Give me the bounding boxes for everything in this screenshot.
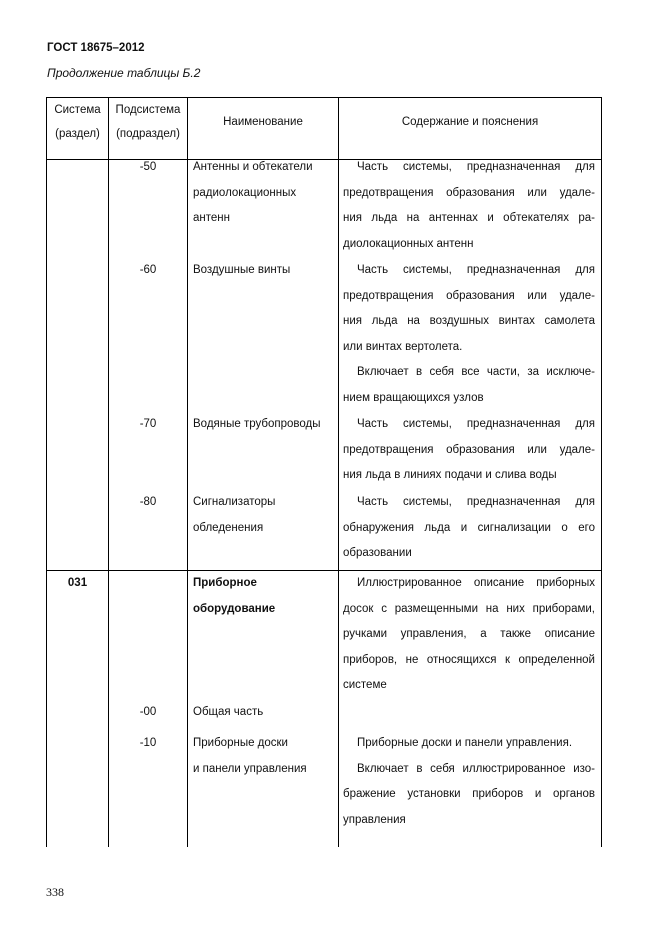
name-line: Приборные доски [193, 737, 288, 749]
item-name [193, 700, 335, 726]
header-subsystem-line2: (подраздел) [116, 128, 180, 140]
description-line: досок с размещенными на них приборами, [343, 602, 595, 615]
standard-code: ГОСТ 18675–2012 [47, 42, 145, 54]
header-name: Наименование [223, 116, 303, 128]
description-line: предотвращения образования или удале- [343, 186, 595, 199]
description-line: ния льда на воздушных винтах самолета [343, 315, 595, 328]
description-line: Иллюстрированное описание приборных [357, 577, 595, 589]
system-code: 031 [67, 577, 88, 589]
name-line: Воздушные винты [193, 264, 291, 276]
subsystem-code: -70 [139, 418, 157, 430]
description-line: Включает в себя все части, за исключе- [357, 366, 595, 379]
column-divider [338, 98, 339, 847]
description-line: ручками управления, а также описание [343, 628, 595, 641]
name-line: радиолокационных [193, 186, 297, 199]
description-line: Часть системы, предназначенная для [357, 496, 595, 508]
item-description [343, 412, 595, 489]
item-name [193, 731, 335, 782]
description-line: Часть системы, предназначенная для [357, 418, 595, 430]
data-table [46, 97, 602, 847]
item-description [343, 571, 595, 699]
description-line: управления [343, 813, 406, 826]
item-name [193, 412, 335, 438]
description-line: предотвращения образования или удале- [343, 443, 595, 456]
item-description [343, 155, 595, 257]
description-line: или винтах вертолета. [343, 340, 463, 353]
subsystem-code: -60 [139, 264, 157, 276]
subsystem-code: -00 [139, 706, 157, 718]
description-line: бражение установки приборов и органов [343, 788, 595, 801]
name-line: Общая часть [193, 706, 264, 718]
table-continuation-caption: Продолжение таблицы Б.2 [47, 66, 201, 80]
description-line: приборов, не относящихся к определенной [343, 653, 595, 666]
description-line: ния льда в линиях подачи и слива воды [343, 469, 557, 482]
header-system [47, 98, 108, 146]
description-line: нием вращающихся узлов [343, 391, 484, 404]
name-line: Сигнализаторы [193, 496, 276, 508]
column-divider [187, 98, 188, 847]
header-system-line1: Система [54, 104, 101, 116]
name-line: и панели управления [193, 762, 307, 775]
subsystem-code: -10 [139, 737, 157, 749]
name-line: оборудование [193, 602, 276, 615]
item-name [193, 490, 335, 541]
subsystem-code: -50 [139, 161, 157, 173]
subsystem-code: -80 [139, 496, 157, 508]
page-number: 338 [46, 885, 64, 899]
name-line: обледенения [193, 521, 264, 534]
description-line: образовании [343, 547, 412, 560]
description-line: обнаружения льда и сигнализации о его [343, 521, 595, 534]
description-line: предотвращения образования или удале- [343, 289, 595, 302]
item-name [193, 571, 335, 622]
name-line: Антенны и обтекатели [193, 161, 313, 173]
item-description [343, 258, 595, 412]
description-line: ния льда на антеннах и обтекателях ра- [343, 212, 595, 225]
header-subsystem [109, 98, 187, 146]
description-line: Часть системы, предназначенная для [357, 161, 595, 173]
item-description [343, 490, 595, 567]
header-subsystem-line1: Подсистема [115, 104, 181, 116]
name-line: Приборное [193, 577, 257, 589]
item-description [343, 731, 595, 833]
description-line: Часть системы, предназначенная для [357, 264, 595, 276]
header-description: Содержание и пояснения [401, 116, 539, 128]
name-line: антенн [193, 212, 230, 225]
item-name [193, 258, 335, 284]
description-line: Приборные доски и панели управления. [357, 737, 573, 749]
item-name [193, 155, 335, 232]
header-system-line2: (раздел) [55, 128, 100, 140]
description-line: диолокационных антенн [343, 237, 474, 250]
name-line: Водяные трубопроводы [193, 418, 321, 430]
description-line: Включает в себя иллюстрированное изо- [357, 762, 595, 775]
description-line: системе [343, 679, 387, 692]
